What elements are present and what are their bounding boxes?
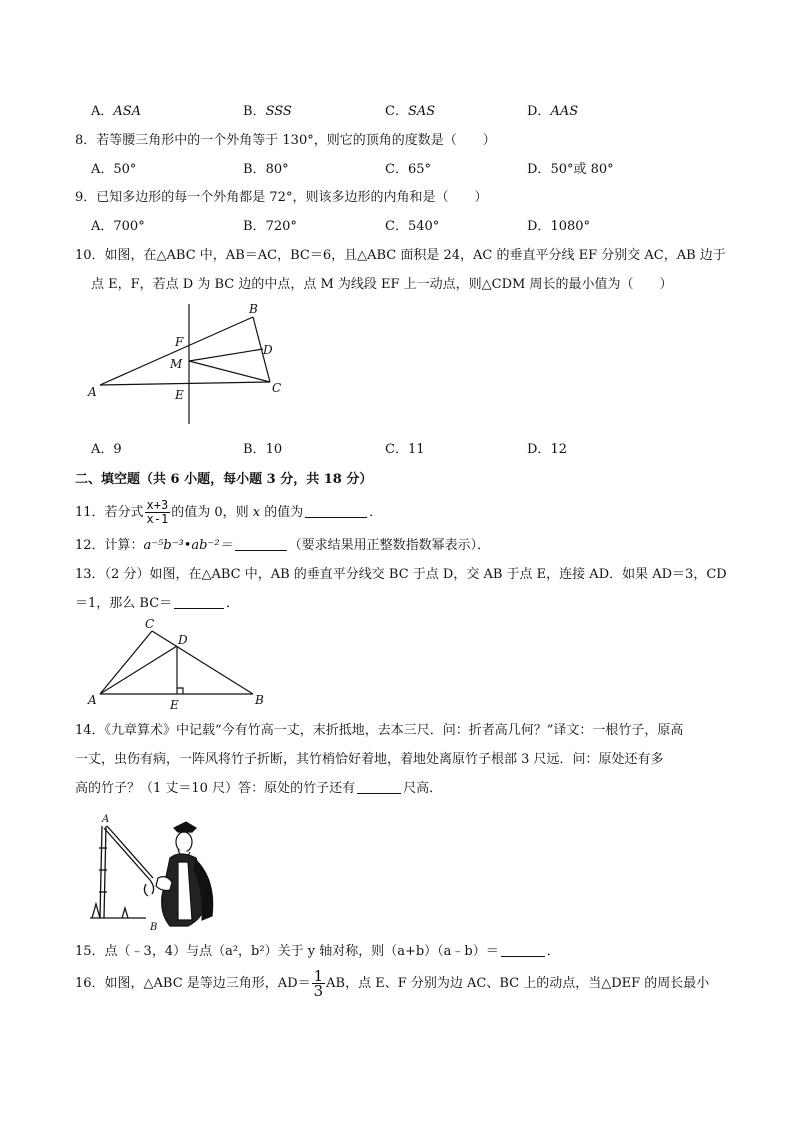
q10-label-e: E [175,388,184,402]
q8-stem: 8．若等腰三角形中的一个外角等于 130°，则它的顶角的度数是（ ） [75,133,496,148]
q13-right-angle-mark [177,688,183,694]
q9-option-b: B．720° [243,219,297,234]
q10-label-f: F [175,335,184,349]
q10-label-m: M [170,357,183,371]
q13-segment-cb [152,631,253,694]
q10-option-c: C．11 [385,442,425,457]
q13-stem-line2: ＝1，那么 BC＝ ． [75,596,240,611]
q14-stem-line3: 高的竹子？（1 丈＝10 尺）答：原处的竹子还有 尺高． [75,781,443,796]
q14-bamboo-scholar-illustration [86,808,226,933]
q16-stem: 16．如图，△ABC 是等边三角形，AD＝ $\frac{1}{3}$ AB，点 E、F 分别为边 AC、BC 上的动点，当△DEF 的周长最小 [75,967,710,1000]
q13-segment-ad [100,646,177,694]
q10-segment-md [189,349,263,361]
q10-segment-ac [100,382,270,385]
q10-label-d: D [263,343,273,357]
q7-option-c: C．SAS [385,104,436,119]
q9-option-c: C．540° [385,219,440,234]
q14-label-b: B [150,922,158,933]
q9-option-d: D．1080° [527,219,591,234]
q9-option-a: A．700° [91,219,145,234]
q12-answer-blank [235,538,287,551]
q15-answer-blank [501,944,545,957]
q11-fraction: $\frac{x+3}{x-1}$ [146,498,169,526]
q13-label-c: C [145,617,155,631]
q10-segment-ab [100,317,253,385]
q8-option-c: C．65° [385,162,431,177]
q13-label-d: D [178,633,188,647]
q8-option-a: A．50° [91,162,137,177]
q7-option-a: A．ASA [91,104,142,119]
q10-option-a: A．9 [91,442,122,457]
q10-option-d: D．12 [527,442,567,457]
q13-stem-line1: 13．（2 分）如图，在△ABC 中，AB 的垂直平分线交 BC 于点 D，交 AB 于点 E，连接 AD．如果 AD＝3，CD [75,567,727,582]
q13-segment-ac [100,631,152,694]
q11-answer-blank [305,505,367,518]
q13-label-a: A [88,693,97,707]
q13-figure [86,612,271,710]
q14-stem-line2: 一丈，虫伤有病，一阵风将竹子折断，其竹梢恰好着地，着地处离原竹子根部 3 尺远．问：原处还有多 [75,752,664,767]
q10-stem-line2: 点 E，F，若点 D 为 BC 边的中点，点 M 为线段 EF 上一动点，则△CDM 周长的最小值为（ ） [91,277,673,292]
q13-answer-blank [174,596,224,609]
q10-figure [80,298,295,428]
q10-label-a: A [88,385,97,399]
q11-stem: 11．若分式 $\frac{x+3}{x-1}$ 的值为 0，则 x 的值为 ． [75,498,383,526]
q14-answer-blank [357,781,401,794]
q10-label-b: B [249,302,258,316]
q7-option-d: D．AAS [527,104,579,119]
q7-option-b: B．SSS [243,104,292,119]
q8-option-d: D．50°或 80° [527,162,614,177]
q13-label-b: B [255,693,264,707]
q15-stem: 15．点（﹣3，4）与点（a²，b²）关于 y 轴对称，则（a+b）（a﹣b）＝ ． [75,944,560,959]
q10-label-c: C [272,381,282,395]
q14-stem-line1: 14．《九章算术》中记载“今有竹高一丈，末折抵地，去本三尺．问：折者高几何？”译文：一根竹子，原高 [75,723,684,738]
q14-label-a: A [102,814,110,825]
q10-stem-line1: 10．如图，在△ABC 中，AB＝AC，BC＝6，且△ABC 面积是 24，AC 的垂直平分线 EF 分别交 AC，AB 边于 [75,248,726,263]
q12-stem: 12．计算：a⁻⁵b⁻³•ab⁻²＝ （要求结果用正整数指数幂表示）． [75,538,491,553]
q10-segment-mc [189,361,270,382]
q16-fraction: $\frac{1}{3}$ [313,967,324,1000]
q13-label-e: E [170,698,179,710]
q9-stem: 9．已知多边形的每一个外角都是 72°，则该多边形的内角和是（ ） [75,190,488,205]
section-heading: 二、填空题（共 6 小题，每小题 3 分，共 18 分） [75,472,373,487]
q8-option-b: B．80° [243,162,289,177]
q10-option-b: B．10 [243,442,283,457]
